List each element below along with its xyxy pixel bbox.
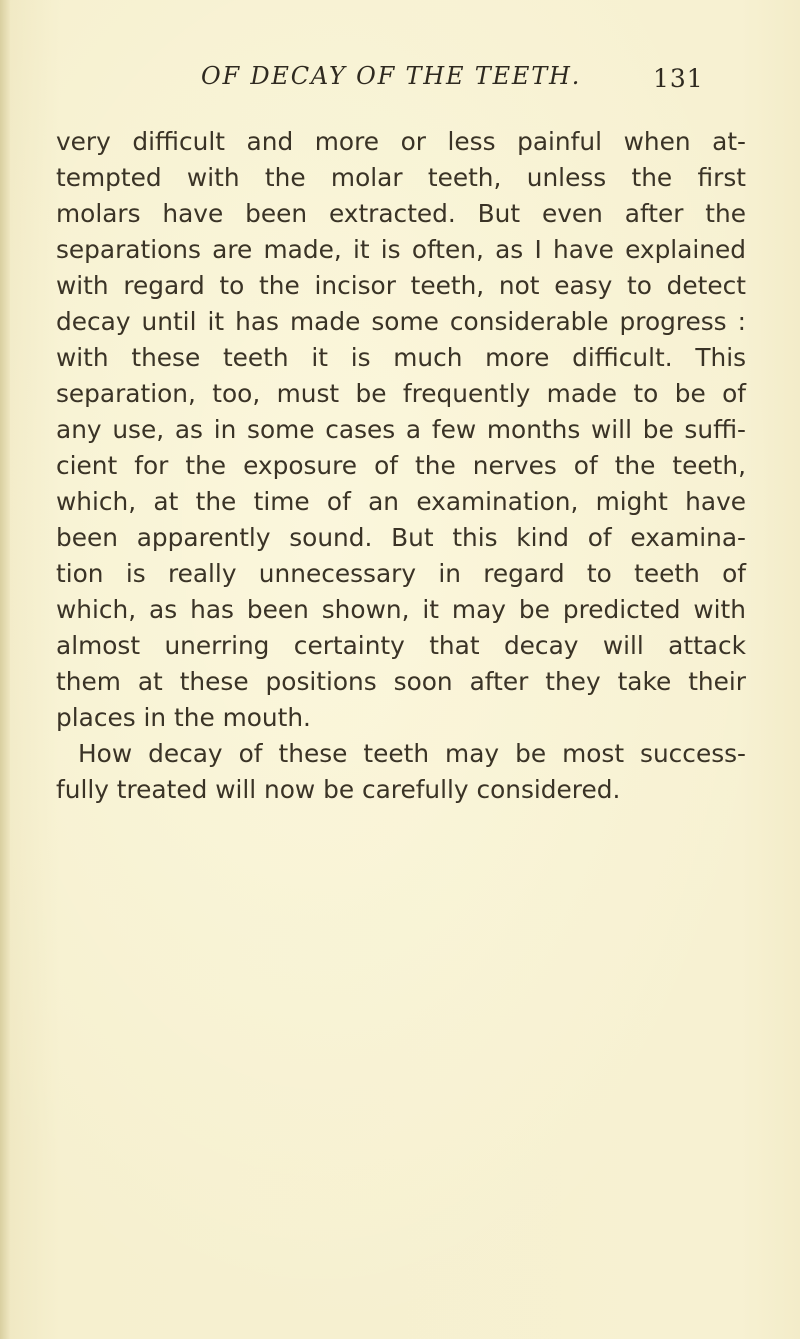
text-line: which, at the time of an examination, might have <box>56 487 746 516</box>
text-line: with regard to the incisor teeth, not easy to detect <box>56 271 746 300</box>
text-line: with these teeth it is much more difficult. This <box>56 343 746 372</box>
text-line: decay until it has made some considerable progress : <box>56 307 746 336</box>
text-line: cient for the exposure of the nerves of the teeth, <box>56 451 746 480</box>
page-edge-shadow <box>0 0 10 1339</box>
text-line: separations are made, it is often, as I have explained <box>56 235 746 264</box>
page-number: 131 <box>653 64 704 93</box>
text-line: almost unerring certainty that decay will attack <box>56 631 746 660</box>
text-line: very difficult and more or less painful when at- <box>56 127 746 156</box>
text-line: tempted with the molar teeth, unless the first <box>56 163 746 192</box>
text-line: separation, too, must be frequently made to be of <box>56 379 746 408</box>
running-head <box>0 62 800 102</box>
text-line: places in the mouth. <box>56 703 311 732</box>
body-text <box>56 124 746 808</box>
text-line: tion is really unnecessary in regard to teeth of <box>56 559 746 588</box>
text-line: fully treated will now be carefully considered. <box>56 775 621 804</box>
running-title: OF DECAY OF THE TEETH. <box>201 62 582 90</box>
text-line: been apparently sound. But this kind of examina- <box>56 523 746 552</box>
text-line: which, as has been shown, it may be predicted with <box>56 595 746 624</box>
text-line: any use, as in some cases a few months will be suffi- <box>56 415 746 444</box>
text-line: molars have been extracted. But even after the <box>56 199 746 228</box>
text-line: them at these positions soon after they take their <box>56 667 746 696</box>
paragraph-first-line: How decay of these teeth may be most success- <box>78 739 746 768</box>
